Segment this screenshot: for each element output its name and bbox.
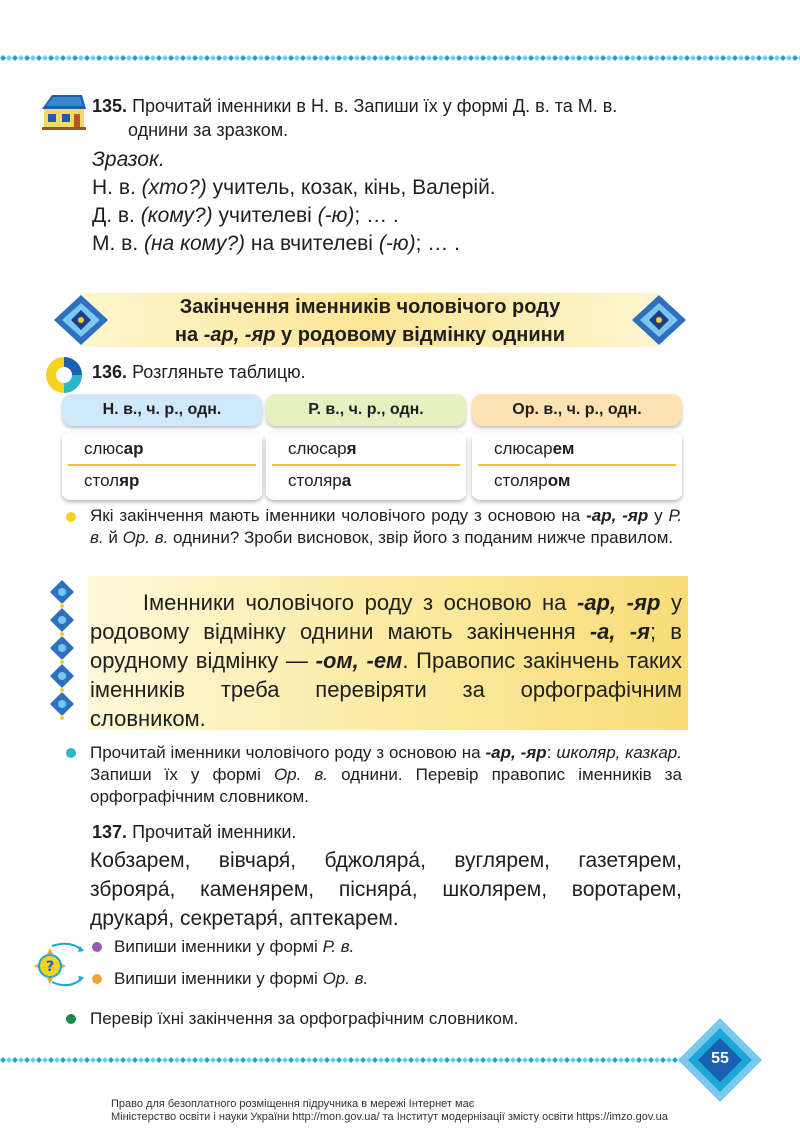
column-header: Ор. в., ч. р., одн. bbox=[472, 394, 682, 426]
swirl-icon bbox=[44, 355, 84, 395]
heading-line-1: Закінчення іменників чоловічого роду bbox=[179, 296, 561, 318]
heading-line-2: на -ар, -яр у родовому відмінку однини bbox=[174, 324, 566, 346]
sample-label: Зразок. bbox=[92, 148, 165, 171]
exercise-number: 135. bbox=[92, 96, 128, 116]
table-cell: слюсарем bbox=[472, 434, 682, 464]
table-cell: слюсар bbox=[62, 434, 262, 464]
exercise-instruction: Розгляньте таблицю. bbox=[132, 362, 306, 382]
task-instrumental: Випиши іменники у формі Ор. в. bbox=[114, 969, 369, 988]
exercise-number: 136. bbox=[92, 362, 128, 382]
column-cells bbox=[62, 432, 262, 500]
bullet-dot bbox=[66, 512, 76, 522]
sample-row-locative: М. в. (на кому?) на вчителеві (-ю); … . bbox=[92, 232, 460, 255]
table-column-nominative bbox=[62, 394, 262, 500]
exercise-number: 137. bbox=[92, 822, 128, 842]
question-sun-icon bbox=[30, 940, 88, 990]
bullet-dot bbox=[92, 942, 102, 952]
page-number: 55 bbox=[711, 1050, 729, 1067]
exercise-136 bbox=[92, 360, 306, 384]
task-genitive: Випиши іменники у формі Р. в. bbox=[114, 937, 355, 956]
table-cell: слюсаря bbox=[266, 434, 466, 464]
question-mark: ? bbox=[45, 959, 55, 975]
column-header: Р. в., ч. р., одн. bbox=[266, 394, 466, 426]
top-ornament-border bbox=[0, 52, 800, 64]
table-cell: столяра bbox=[266, 466, 466, 496]
word-list: Кобзарем, вівчаря́, бджоляра́, вуглярем, газетярем, зброяра́, каменярем, пісняра́, школярем, воротарем, друкаря́, секретаря́, аптекарем. bbox=[90, 849, 682, 930]
exercise-instruction-cont: однини за зразком. bbox=[128, 120, 289, 140]
bullet-dot bbox=[66, 1014, 76, 1024]
column-header: Н. в., ч. р., одн. bbox=[62, 394, 262, 426]
sample-block bbox=[92, 146, 496, 258]
sample-row-dative: Д. в. (кому?) учителеві (-ю); … . bbox=[92, 204, 399, 227]
rule-text: Іменники чоловічого роду з основою на -ар, -яр у родовому відмінку однини мають закінчення -а, -я; в орудному відмінку — -ом, -ем. Правопис закінчень таких іменників треба перевіряти за орфографічним словником. bbox=[90, 590, 682, 731]
exercise-135 bbox=[92, 94, 692, 142]
exercise-instruction: Прочитай іменники. bbox=[132, 822, 297, 842]
column-cells bbox=[266, 432, 466, 500]
footer-line-1: Право для безоплатного розміщення підручника в мережі Інтернет має bbox=[111, 1098, 475, 1110]
task-check: Перевір їхні закінчення за орфографічним словником. bbox=[90, 1009, 519, 1028]
table-column-genitive bbox=[266, 394, 466, 500]
bullet-dot bbox=[92, 974, 102, 984]
bullet-dot bbox=[66, 748, 76, 758]
embroidery-ornament-icon bbox=[44, 578, 80, 732]
heading-text bbox=[50, 289, 690, 349]
column-cells bbox=[472, 432, 682, 500]
footer bbox=[111, 1098, 668, 1124]
house-icon bbox=[38, 93, 88, 131]
table-cell: столяр bbox=[62, 466, 262, 496]
exercise-instruction: Прочитай іменники в Н. в. Запиши їх у формі Д. в. та М. в. bbox=[132, 96, 618, 116]
table-cell: столяром bbox=[472, 466, 682, 496]
question-paragraph: Які закінчення мають іменники чоловічого роду з основою на -ар, -яр у Р. в. й Ор. в. однини? Зроби висновок, звір його з поданим нижче правилом. bbox=[90, 506, 682, 547]
table-column-instrumental bbox=[472, 394, 682, 500]
sample-row-nominative: Н. в. (хто?) учитель, козак, кінь, Валерій. bbox=[92, 176, 496, 199]
footer-line-2: Міністерство освіти і науки України http://mon.gov.ua/ та Інститут модернізації змісту освіти https://imzo.gov.ua bbox=[111, 1111, 668, 1123]
section-heading bbox=[50, 289, 690, 351]
exercise-137 bbox=[92, 820, 296, 844]
task-paragraph: Прочитай іменники чоловічого роду з основою на -ар, -яр: школяр, казкар. Запиши їх у формі Ор. в. однини. Перевір правопис іменників за орфографічним словником. bbox=[90, 743, 683, 806]
